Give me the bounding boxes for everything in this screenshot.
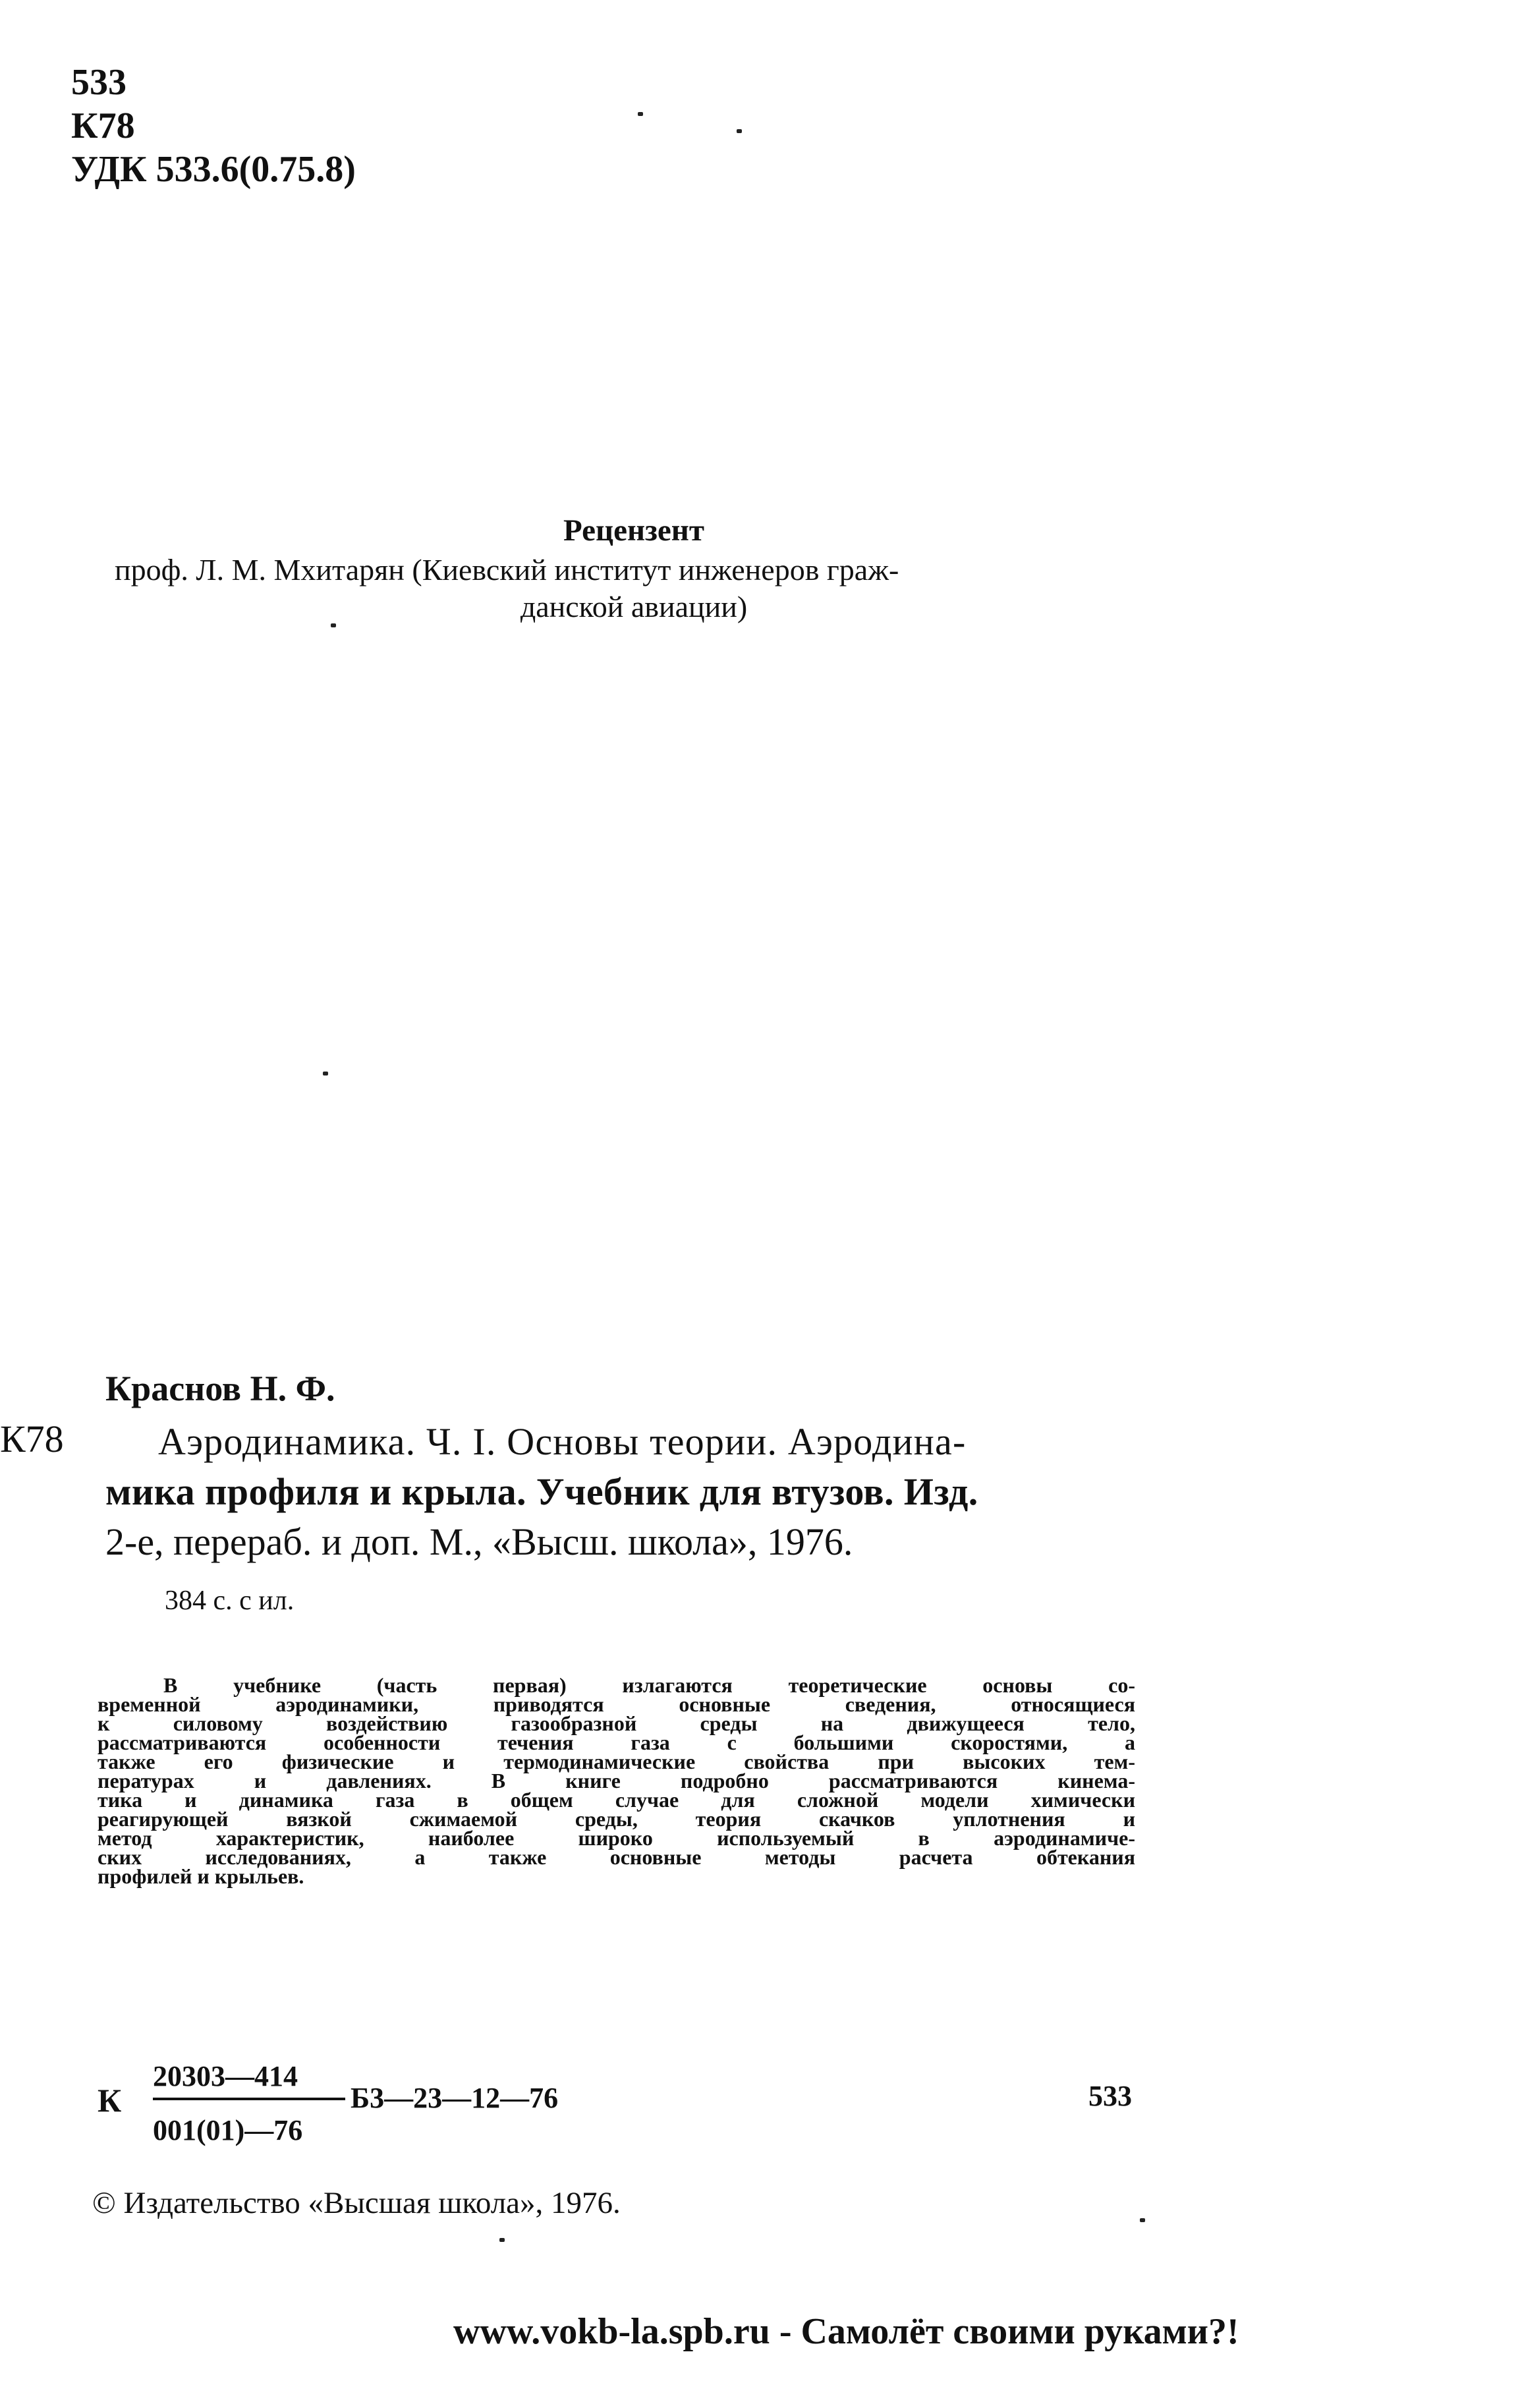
reviewer-line-2: данской авиации) <box>520 590 748 623</box>
scan-speck <box>323 1072 328 1075</box>
bbk-code: 533 <box>71 62 127 103</box>
catalog-numerator: 20303—414 <box>153 2060 298 2092</box>
card-index: К78 <box>0 1418 64 1460</box>
scan-speck <box>1140 2218 1145 2222</box>
catalog-series: Б3—23—12—76 <box>351 2082 559 2114</box>
annotation-paragraph <box>98 1673 1135 1888</box>
catalog-right-code: 533 <box>1088 2080 1132 2112</box>
copyright-line: © Издательство «Высшая школа», 1976. <box>92 2186 621 2220</box>
annotation-line: пературах и давлениях. В книге подробно рассматриваются кинема- <box>98 1769 1135 1792</box>
classification-block <box>71 61 356 191</box>
annotation-line: В учебнике (часть первая) излагаются теоретические основы со- <box>163 1673 1135 1697</box>
annotation-line: рассматриваются особенности течения газа с большими скоростями, а <box>98 1731 1135 1754</box>
author-name: Краснов Н. Ф. <box>105 1369 335 1408</box>
annotation-line: ских исследованиях, а также основные методы расчета обтекания <box>98 1845 1135 1869</box>
fraction-line <box>153 2098 345 2100</box>
catalog-letter: К <box>98 2082 122 2119</box>
annotation-line: к силовому воздействию газообразной среды на движущееся тело, <box>98 1711 1135 1735</box>
udk-code: УДК 533.6(0.75.8) <box>71 149 356 190</box>
annotation-line: также его физические и термодинамические свойства при высоких тем- <box>98 1750 1135 1773</box>
scan-speck <box>499 2238 505 2242</box>
reviewer-title: Рецензент <box>563 513 704 548</box>
annotation-line: тика и динамика газа в общем случае для сложной модели химически <box>98 1788 1135 1812</box>
bib-line-2: мика профиля и крыла. Учебник для втузов. Изд. <box>105 1470 978 1513</box>
annotation-line: метод характеристик, наиболее широко используемый в аэродинамиче- <box>98 1826 1135 1850</box>
annotation-line: временной аэродинамики, приводятся основные сведения, относящиеся <box>98 1692 1135 1716</box>
bib-line-3: 2-е, перераб. и доп. М., «Высш. школа», 1976. <box>105 1520 853 1563</box>
annotation-line: профилей и крыльев. <box>98 1864 304 1888</box>
reviewer-line-1: проф. Л. М. Мхитарян (Киевский институт инженеров граж- <box>115 553 899 587</box>
annotation-line: реагирующей вязкой сжимаемой среды, теория скачков уплотнения и <box>98 1807 1135 1831</box>
scan-speck <box>638 112 643 116</box>
bibliographic-description <box>105 1417 1156 1567</box>
scan-speck <box>331 623 336 627</box>
scan-speck <box>737 129 742 133</box>
page-count: 384 с. с ил. <box>165 1586 295 1616</box>
bib-line-1: Аэродинамика. Ч. I. Основы теории. Аэродина- <box>158 1420 967 1463</box>
catalog-denominator: 001(01)—76 <box>153 2114 303 2146</box>
footer-watermark: www.vokb-la.spb.ru - Самолёт своими руками?! <box>453 2311 1239 2352</box>
author-mark: К78 <box>71 105 135 146</box>
